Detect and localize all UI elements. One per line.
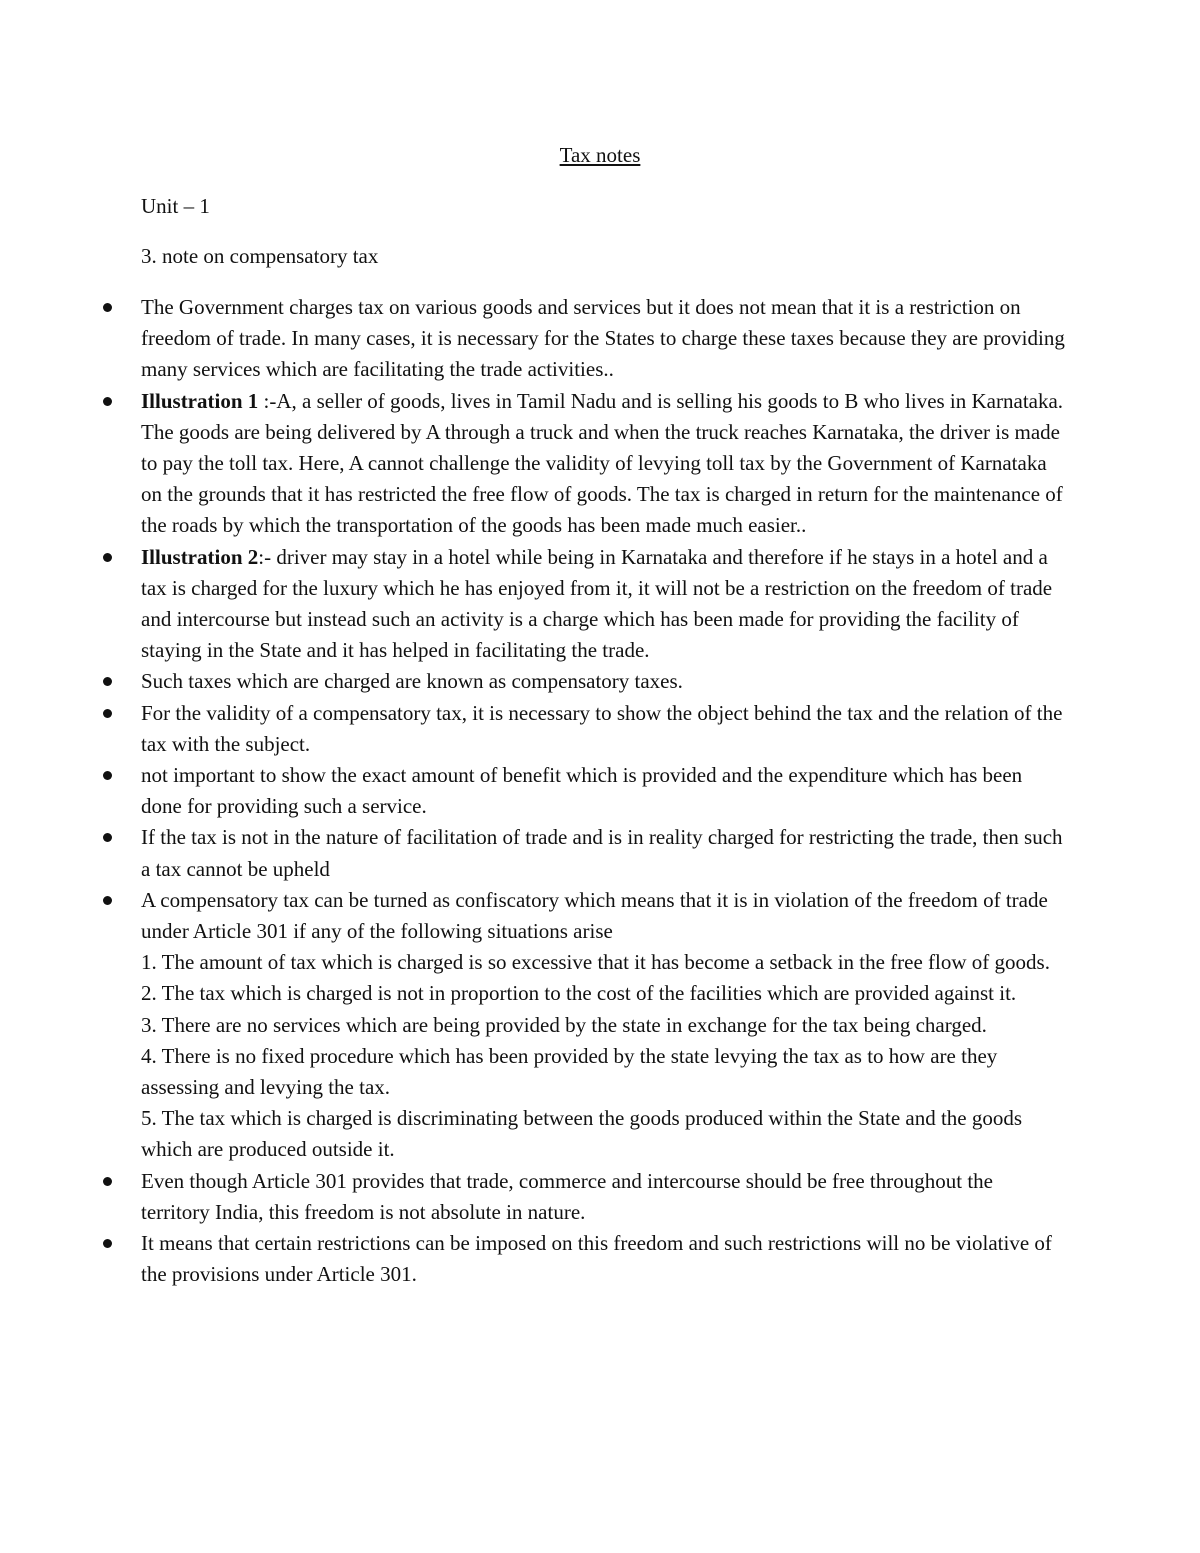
bullet-text: For the validity of a compensatory tax, it is necessary to show the object behind the tax and the relation of the tax with the subject.: [141, 700, 1063, 756]
bullet-icon: [103, 1177, 112, 1186]
bullet-icon: [103, 303, 112, 312]
bullet-icon: [103, 896, 112, 905]
bullet-text: It means that certain restrictions can be imposed on this freedom and such restrictions will no be violative of the provisions under Article 301.: [141, 1231, 1052, 1287]
list-item: [141, 666, 1066, 697]
bullet-icon: [103, 833, 112, 842]
list-item: [141, 885, 1066, 1166]
list-item: [141, 760, 1066, 822]
bullet-icon: [103, 397, 112, 406]
list-item: [141, 1228, 1066, 1290]
bullet-icon: [103, 1239, 112, 1248]
bullet-text: The Government charges tax on various goods and services but it does not mean that it is a restriction on freedom of trade. In many cases, it is necessary for the States to charge these taxes because they are providing many services which are facilitating the trade activities..: [141, 295, 1065, 382]
bullet-icon: [103, 771, 112, 780]
list-item: [141, 542, 1066, 667]
list-item: [141, 386, 1066, 542]
unit-heading: Unit – 1: [141, 194, 210, 218]
bullet-text: :- driver may stay in a hotel while being in Karnataka and therefore if he stays in a hotel and a tax is charged for the luxury which he has enjoyed from it, it will not be a restriction on the freedom of trade and intercourse but instead such an activity is a charge which has been made for providing the facility of staying in the State and it has helped in facilitating the trade.: [141, 544, 1053, 663]
list-item: [141, 292, 1066, 386]
list-item: [141, 822, 1066, 884]
list-item: [141, 1166, 1066, 1228]
bullet-icon: [103, 553, 112, 562]
illustration-label: Illustration 1: [141, 388, 259, 413]
section-heading: 3. note on compensatory tax: [141, 244, 379, 268]
list-item: [141, 698, 1066, 760]
numbered-point: 1. The amount of tax which is charged is so excessive that it has become a setback in the free flow of goods.: [141, 950, 1050, 975]
bullet-text: Such taxes which are charged are known as compensatory taxes.: [141, 669, 683, 694]
numbered-point: 4. There is no fixed procedure which has been provided by the state levying the tax as to how are they assessing and levying the tax.: [141, 1043, 998, 1100]
bullet-text: A compensatory tax can be turned as confiscatory which means that it is in violation of the freedom of trade under Article 301 if any of the following situations arise: [141, 887, 1048, 944]
bullet-icon: [103, 677, 112, 686]
bullet-icon: [103, 709, 112, 718]
illustration-label: Illustration 2: [141, 544, 259, 569]
bullet-list: [141, 292, 1066, 1291]
document-title: Tax notes: [559, 143, 641, 167]
numbered-point: 2. The tax which is charged is not in proportion to the cost of the facilities which are provided against it.: [141, 981, 1017, 1006]
numbered-point: 5. The tax which is charged is discriminating between the goods produced within the State and the goods which are produced outside it.: [141, 1106, 1023, 1162]
bullet-text: not important to show the exact amount of benefit which is provided and the expenditure which has been done for providing such a service.: [141, 763, 1023, 819]
bullet-text: :-A, a seller of goods, lives in Tamil Nadu and is selling his goods to B who lives in Karnataka. The goods are being delivered by A through a truck and when the truck reaches Karnataka, the driver is made to pay the toll tax. Here, A cannot challenge the validity of levying toll tax by the Government of Karnataka on the grounds that it has restricted the free flow of goods. The tax is charged in return for the maintenance of the roads by which the transportation of the goods has been made much easier..: [141, 388, 1064, 538]
bullet-text: If the tax is not in the nature of facilitation of trade and is in reality charged for restricting the trade, then such a tax cannot be upheld: [141, 825, 1063, 881]
bullet-text: Even though Article 301 provides that trade, commerce and intercourse should be free throughout the territory India, this freedom is not absolute in nature.: [141, 1168, 993, 1224]
numbered-point: 3. There are no services which are being provided by the state in exchange for the tax being charged.: [141, 1012, 987, 1037]
